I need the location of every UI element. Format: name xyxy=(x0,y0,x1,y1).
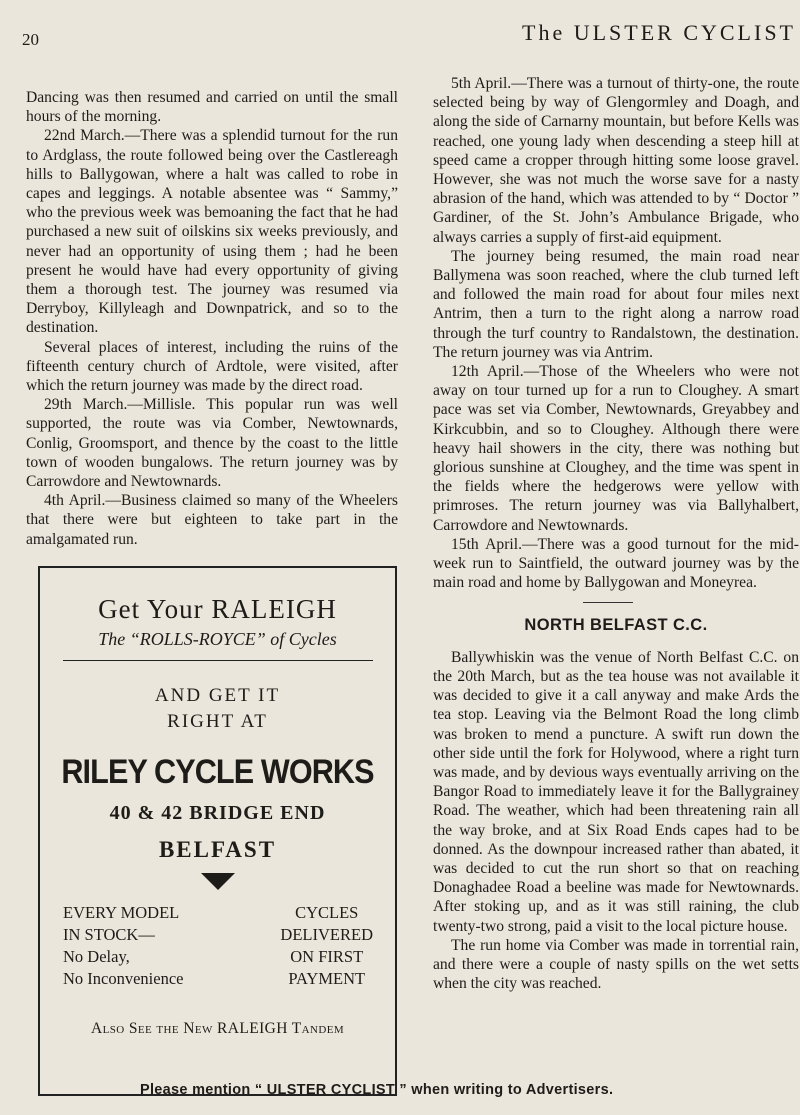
arrow-down-icon xyxy=(201,873,235,890)
ad-right-at: RIGHT AT xyxy=(167,711,268,732)
ad-headline: Get Your RALEIGH xyxy=(98,594,337,624)
ad-left-line: No Inconvenience xyxy=(63,969,184,988)
ad-right-line: CYCLES xyxy=(295,903,359,922)
ad-left-line: No Delay, xyxy=(63,947,130,966)
paragraph: 29th March.—Millisle. This popular run was well supported, the route was via Comber, Newtownards, Conlig, Groomsport, and thence by the coast to the little town of wooden bungalows. The return journey was by Carrowdore and Newtownards. xyxy=(26,396,398,491)
section-heading: NORTH BELFAST C.C. xyxy=(524,616,708,635)
ad-tagline: The “ROLLS-ROYCE” of Cycles xyxy=(98,629,337,649)
ad-right-line: PAYMENT xyxy=(288,969,366,988)
advertisement xyxy=(38,566,397,1096)
ad-firm-name: RILEY CYCLE WORKS xyxy=(61,753,374,791)
paragraph: 15th April.—There was a good turnout for the mid-week run to Saintfield, the outward journey was by the main road and home by Ballygowan and Moneyrea. xyxy=(433,535,799,592)
ad-city: BELFAST xyxy=(158,837,277,862)
ad-right-line: DELIVERED xyxy=(280,925,373,944)
running-title: The ULSTER CYCLIST xyxy=(522,20,796,45)
ad-left-line: EVERY MODEL xyxy=(63,903,180,922)
page-number: 20 xyxy=(22,30,39,49)
ad-right-list xyxy=(280,902,373,990)
ad-columns xyxy=(40,902,395,1012)
paragraph: Dancing was then resumed and carried on until the small hours of the morning. xyxy=(26,89,398,126)
paragraph: The journey being resumed, the main road near Ballymena was soon reached, where the club turned left and followed the main road for about four miles next Antrim, then a turn to the right along a narrow road through the turf country to Randalstown, the destination. The return journey was via Antrim. xyxy=(433,247,799,361)
left-column xyxy=(26,88,398,549)
ad-left-list xyxy=(63,902,184,990)
ad-also-see: Also See the New RALEIGH Tandem xyxy=(90,1020,345,1037)
ad-address: 40 & 42 BRIDGE END xyxy=(109,802,326,824)
paragraph: 5th April.—There was a turnout of thirty-one, the route selected being by way of Glengormley and Doagh, and along the side of Carnarny mountain, but before Kells was reached, one young lady when descending a steep hill at speed came a cropper through hitting some loose gravel. However, she was not much the worse save for a nasty abrasion of the hand, which was attended to by “ Doctor ” Gardiner, of the St. John’s Ambulance Brigade, who always carries a supply of first-aid equipment. xyxy=(433,75,799,246)
paragraph: Ballywhiskin was the venue of North Belfast C.C. on the 20th March, but as the tea house was not available it was decided to give it a call anyway and make Ards the tea stop. Leaving via the Belmont Road the long climb was broken to mend a puncture. A swift run down the other side until the fork for Holywood, where a right turn was made, and by devious ways eventually arriving on the Bangor Road to immediately leave it for the Ballygrainey Road. The weather, which had been threatening rain all the way broke, and at Six Road Ends capes had to be donned. As the downpour increased rather than abated, it was decided to cut the run short so that on reaching Donaghadee Road a beeline was made for Newtownards. After stoking up, and as it was still raining, the club twenty-two strong, paid a visit to the local picture house. xyxy=(433,648,799,935)
ad-right-line: ON FIRST xyxy=(290,947,364,966)
paragraph: 4th April.—Business claimed so many of the Wheelers that there were but eighteen to take part in the amalgamated run. xyxy=(26,492,398,548)
paragraph: 22nd March.—There was a splendid turnout for the run to Ardglass, the route followed being over the Castlereagh hills to Ballygowan, where a halt was called to robe in capes and leggings. A notable absentee was “ Sammy,” who the previous week was bemoaning the fact that he had purchased a new suit of oilskins six weeks previously, and never had an opportunity of using them ; had he been present he would have had every opportunity of giving them a thorough test. The journey was resumed via Derryboy, Killyleagh and Downpatrick, and so to the destination. xyxy=(26,127,398,337)
divider-rule xyxy=(583,602,633,603)
advertiser-notice: Please mention “ ULSTER CYCLIST ” when writing to Advertisers. xyxy=(140,1082,614,1098)
ad-and-line: AND GET IT xyxy=(154,685,281,706)
paragraph: Several places of interest, including the ruins of the fifteenth century church of Ardtole, were visited, after which the return journey was made by the direct road. xyxy=(26,338,398,395)
ad-divider xyxy=(63,660,373,661)
ad-left-line: IN STOCK— xyxy=(63,925,155,944)
paragraph: 12th April.—Those of the Wheelers who were not away on tour turned up for a run to Cloughey. A smart pace was set via Comber, Newtownards, Greyabbey and Kirkcubbin, and so to Cloughey. Although there were heavy hail showers in the city, there was nothing but glorious sunshine at Cloughey, and the time was spent in the fields where the hedgerows were yellow with primroses. The return journey was via Ballyhalbert, Carrowdore and Newtownards. xyxy=(433,363,799,534)
right-column xyxy=(433,74,799,993)
paragraph: The run home via Comber was made in torrential rain, and there were a couple of nasty spills on the wet setts when the city was reached. xyxy=(433,936,799,993)
